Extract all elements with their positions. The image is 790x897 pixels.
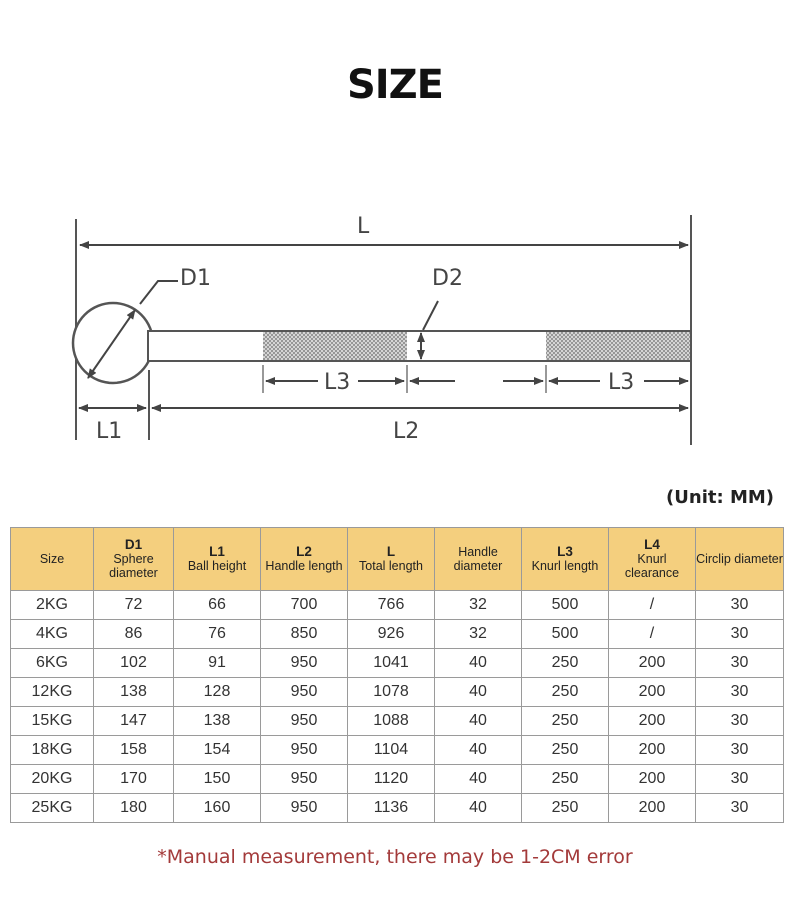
table-cell: 25KG (11, 794, 94, 823)
table-cell: 250 (522, 765, 609, 794)
column-header (11, 528, 94, 591)
table-cell: 30 (696, 707, 784, 736)
column-description: Knurl clearance (624, 552, 680, 580)
table-cell: 76 (174, 620, 261, 649)
dimension-L3-left-label: L3 (324, 370, 351, 395)
table-cell: 1088 (348, 707, 435, 736)
table-cell: 72 (94, 591, 174, 620)
table-cell: 138 (174, 707, 261, 736)
column-header (696, 528, 784, 591)
column-header (348, 528, 435, 591)
table-cell: 1104 (348, 736, 435, 765)
table-cell: 30 (696, 678, 784, 707)
table-cell: 15KG (11, 707, 94, 736)
table-cell: 30 (696, 765, 784, 794)
column-description: Ball height (187, 559, 247, 573)
knurl-section-right (546, 332, 690, 360)
table-cell: 154 (174, 736, 261, 765)
table-cell: 40 (435, 794, 522, 823)
column-header (261, 528, 348, 591)
table-cell: 91 (174, 649, 261, 678)
table-cell: 30 (696, 649, 784, 678)
table-cell: 950 (261, 707, 348, 736)
column-description: Total length (359, 559, 423, 573)
table-cell: 40 (435, 707, 522, 736)
table-cell: 66 (174, 591, 261, 620)
table-cell: 20KG (11, 765, 94, 794)
table-cell: 4KG (11, 620, 94, 649)
table-cell: 200 (609, 649, 696, 678)
table-row (11, 707, 784, 736)
table-row (11, 649, 784, 678)
table-cell: / (609, 591, 696, 620)
dimension-D2-leader (423, 301, 438, 330)
dimension-L2-label: L2 (393, 419, 420, 444)
table-cell: 200 (609, 794, 696, 823)
column-description: Size (39, 552, 65, 566)
column-code: L1 (209, 544, 225, 559)
table-cell: 200 (609, 707, 696, 736)
table-cell: 32 (435, 591, 522, 620)
table-cell: 1078 (348, 678, 435, 707)
column-code: L2 (296, 544, 312, 559)
table-cell: 950 (261, 794, 348, 823)
table-cell: 30 (696, 591, 784, 620)
table-cell: 926 (348, 620, 435, 649)
column-header (522, 528, 609, 591)
dimension-L3-right-label: L3 (608, 370, 635, 395)
dimension-L-label: L (357, 214, 370, 239)
table-cell: 30 (696, 736, 784, 765)
table-cell: 1041 (348, 649, 435, 678)
table-cell: 250 (522, 649, 609, 678)
knurl-section-left (263, 332, 407, 360)
table-row (11, 736, 784, 765)
table-cell: 1120 (348, 765, 435, 794)
table-header-row (11, 528, 784, 591)
table-cell: 950 (261, 649, 348, 678)
table-cell: 138 (94, 678, 174, 707)
dimension-D2-label: D2 (432, 266, 463, 291)
table-cell: 950 (261, 765, 348, 794)
table-cell: 500 (522, 620, 609, 649)
column-code: L4 (644, 537, 660, 552)
column-description: Sphere diameter (109, 552, 158, 580)
table-cell: 18KG (11, 736, 94, 765)
column-description: Handle length (265, 559, 343, 573)
table-cell: 766 (348, 591, 435, 620)
table-cell: 250 (522, 736, 609, 765)
table-cell: 40 (435, 765, 522, 794)
column-header (174, 528, 261, 591)
table-cell: 200 (609, 736, 696, 765)
table-cell: 30 (696, 794, 784, 823)
measurement-note: *Manual measurement, there may be 1-2CM error (157, 846, 633, 868)
dimension-diagram (0, 195, 790, 455)
table-cell: 250 (522, 707, 609, 736)
table-cell: 40 (435, 678, 522, 707)
table-cell: 170 (94, 765, 174, 794)
table-cell: 128 (174, 678, 261, 707)
dimension-L1-label: L1 (96, 419, 123, 444)
table-cell: 950 (261, 678, 348, 707)
table-cell: 160 (174, 794, 261, 823)
table-row (11, 620, 784, 649)
table-cell: 200 (609, 765, 696, 794)
table-cell: 40 (435, 736, 522, 765)
table-cell: 147 (94, 707, 174, 736)
column-header (435, 528, 522, 591)
column-code: D1 (124, 537, 143, 552)
table-cell: 700 (261, 591, 348, 620)
table-cell: 250 (522, 678, 609, 707)
table-cell: 6KG (11, 649, 94, 678)
table-cell: 1136 (348, 794, 435, 823)
table-row (11, 794, 784, 823)
table-cell: 200 (609, 678, 696, 707)
table-cell: 86 (94, 620, 174, 649)
table-cell: 250 (522, 794, 609, 823)
unit-label: (Unit: MM) (666, 487, 774, 508)
column-header (94, 528, 174, 591)
table-cell: 158 (94, 736, 174, 765)
table-cell: 850 (261, 620, 348, 649)
table-row (11, 591, 784, 620)
column-header (609, 528, 696, 591)
table-cell: 2KG (11, 591, 94, 620)
table-cell: 32 (435, 620, 522, 649)
table-cell: 102 (94, 649, 174, 678)
column-code: L (386, 544, 396, 559)
table-cell: 180 (94, 794, 174, 823)
size-spec-table (10, 527, 784, 823)
dimension-D1-label: D1 (180, 266, 211, 291)
table-row (11, 765, 784, 794)
table-cell: 150 (174, 765, 261, 794)
table-cell: 500 (522, 591, 609, 620)
column-code: L3 (557, 544, 573, 559)
column-description: Handle diameter (453, 545, 503, 573)
table-cell: 950 (261, 736, 348, 765)
dimension-D1-leader (140, 281, 178, 304)
table-row (11, 678, 784, 707)
table-cell: 12KG (11, 678, 94, 707)
table-cell: 40 (435, 649, 522, 678)
table-cell: / (609, 620, 696, 649)
column-description: Knurl length (531, 559, 599, 573)
page-title: SIZE (346, 62, 444, 108)
column-description: Circlip diameter (696, 552, 783, 566)
table-cell: 30 (696, 620, 784, 649)
